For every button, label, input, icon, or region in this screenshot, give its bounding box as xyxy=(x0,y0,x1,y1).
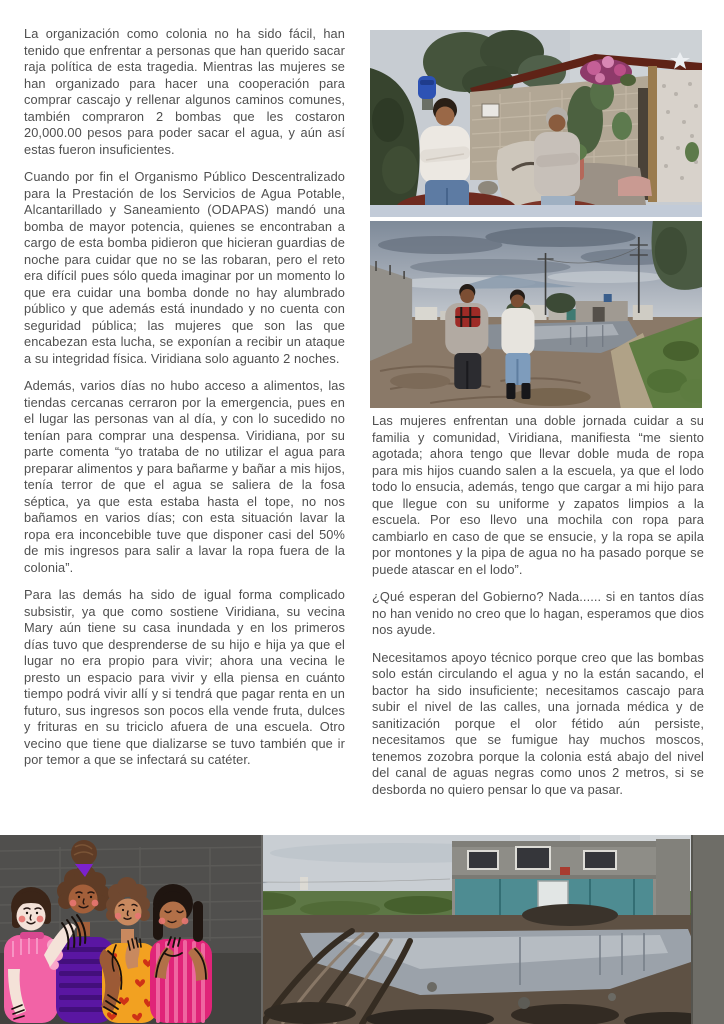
photo-muddy-street xyxy=(370,221,702,408)
paragraph-necesidades: Necesitamos apoyo técnico porque creo que las bombas solo están circulando el agua y no la están sacando, el bactor ha sido insuficiente; necesitamos cascajo para subir el nivel de las calles, una jornada médica y de sanitización porque el olor fétido aún persiste, necesitamos que se fumigue hay muchos moscos, tenemos zozobra porque la colonia está abajo del nivel del canal de aguas negras como unos 2 metros, si se desborda no quiero pensar lo que va pasar. xyxy=(372,649,704,797)
bottom-photo-band xyxy=(0,835,724,1024)
paragraph-doble-jornada: Las mujeres enfrentan una doble jornada cuidar a su familia y comunidad, Viridiana, manifiesta “me siento agotada; ahora tengo que llevar doble muda de ropa para mis hijos cuando salen a la escuela, ya que el lodo todo lo ensucia, además, tengo que cargar a mi hijo para que llegue con su uniforme y zapatos limpios a la escuela. Por eso llevo una mochila con ropa para cambiarlo en caso de que se ensucie, y la ropa se apila por montones y la pipa de agua no ha pasado porque se puede atascar en el lodo”. xyxy=(372,413,704,577)
left-text-column xyxy=(24,26,345,780)
paragraph-odapas: Cuando por fin el Organismo Público Descentralizado para la Prestación de los Servicios de Agua Potable, Alcantarillado y Saneamiento (ODAPAS) mandó una bomba de mayor potencia, quienes se encontraban a cargo de esta bomba pidieron que hicieran guardias de noche para cuidar que no se las robaran, pero el reto era difícil pues sólo queda imaginar por un momento lo que era cuidar una bomba donde no hay alumbrado público y que además está inundado y no cuenta con seguridad pública; las mujeres que son las que encabezan esta lucha, se exponían a recibir un ataque a su integridad física. Viridiana solo aguanto 2 noches. xyxy=(24,169,345,366)
paragraph-vecinas: Para las demás ha sido de igual forma complicado subsistir, ya que como sostiene Viridiana, su vecina Mary aún tiene su casa inundada y en los primeros días tuvo que desprenderse de su hijo e hija ya que el lugar no era propio para vivir; ahora una vecina le presto un espacio para vivir y ella piensa en cuánto tiempo podrá vivir allí y si tendrá que pagar renta en un futuro, sus ingresos son pocos ella vende fruta, dulces y frituras en su triciclo afuera de una escuela. Otro vecino que tiene que dializarse se tuvo también que ir por temor a que se infectará su catéter. xyxy=(24,587,345,767)
paragraph-organizacion: La organización como colonia no ha sido fácil, han tenido que enfrentar a personas que han querido sacar raja política de esta tragedia. Mientras las mujeres se han organizado para hacer una cooperación para comprar cascajo y rellenar algunos caminos comunes, también compraron 2 bombas que les costaron 20,000.00 pesos para poder sacar el agua, y aún así estas fueron insuficientes. xyxy=(24,26,345,157)
right-text-column xyxy=(372,413,704,809)
photo-courtyard xyxy=(370,30,702,217)
photo-stack xyxy=(370,30,702,408)
paragraph-alimentos: Además, varios días no hubo acceso a alimentos, las tiendas cercanas cerraron por la emergencia, pues en el lugar las personas van al día, y con lo sucedido no tenían para comprar una despensa. Viridiana, por su parte comenta “yo trataba de no utilizar el agua para preparar alimentos y para bañarme y bañar a mis hijos, tenía terror de que el agua se saliera de la fosa séptica, ya que esta estaba hasta el tope, no nos bañamos en varios días; con esta situación lavar la ropa era inconcebible tuve que disponer casi del 50% de mis ingresos para salir a lavar la ropa fuera de la colonia”. xyxy=(24,378,345,575)
paragraph-gobierno: ¿Qué esperan del Gobierno? Nada...... si en tantos días no han venido no creo que lo hagan, esperamos que dios nos ayude. xyxy=(372,589,704,637)
illustration-four-women xyxy=(4,837,234,1023)
